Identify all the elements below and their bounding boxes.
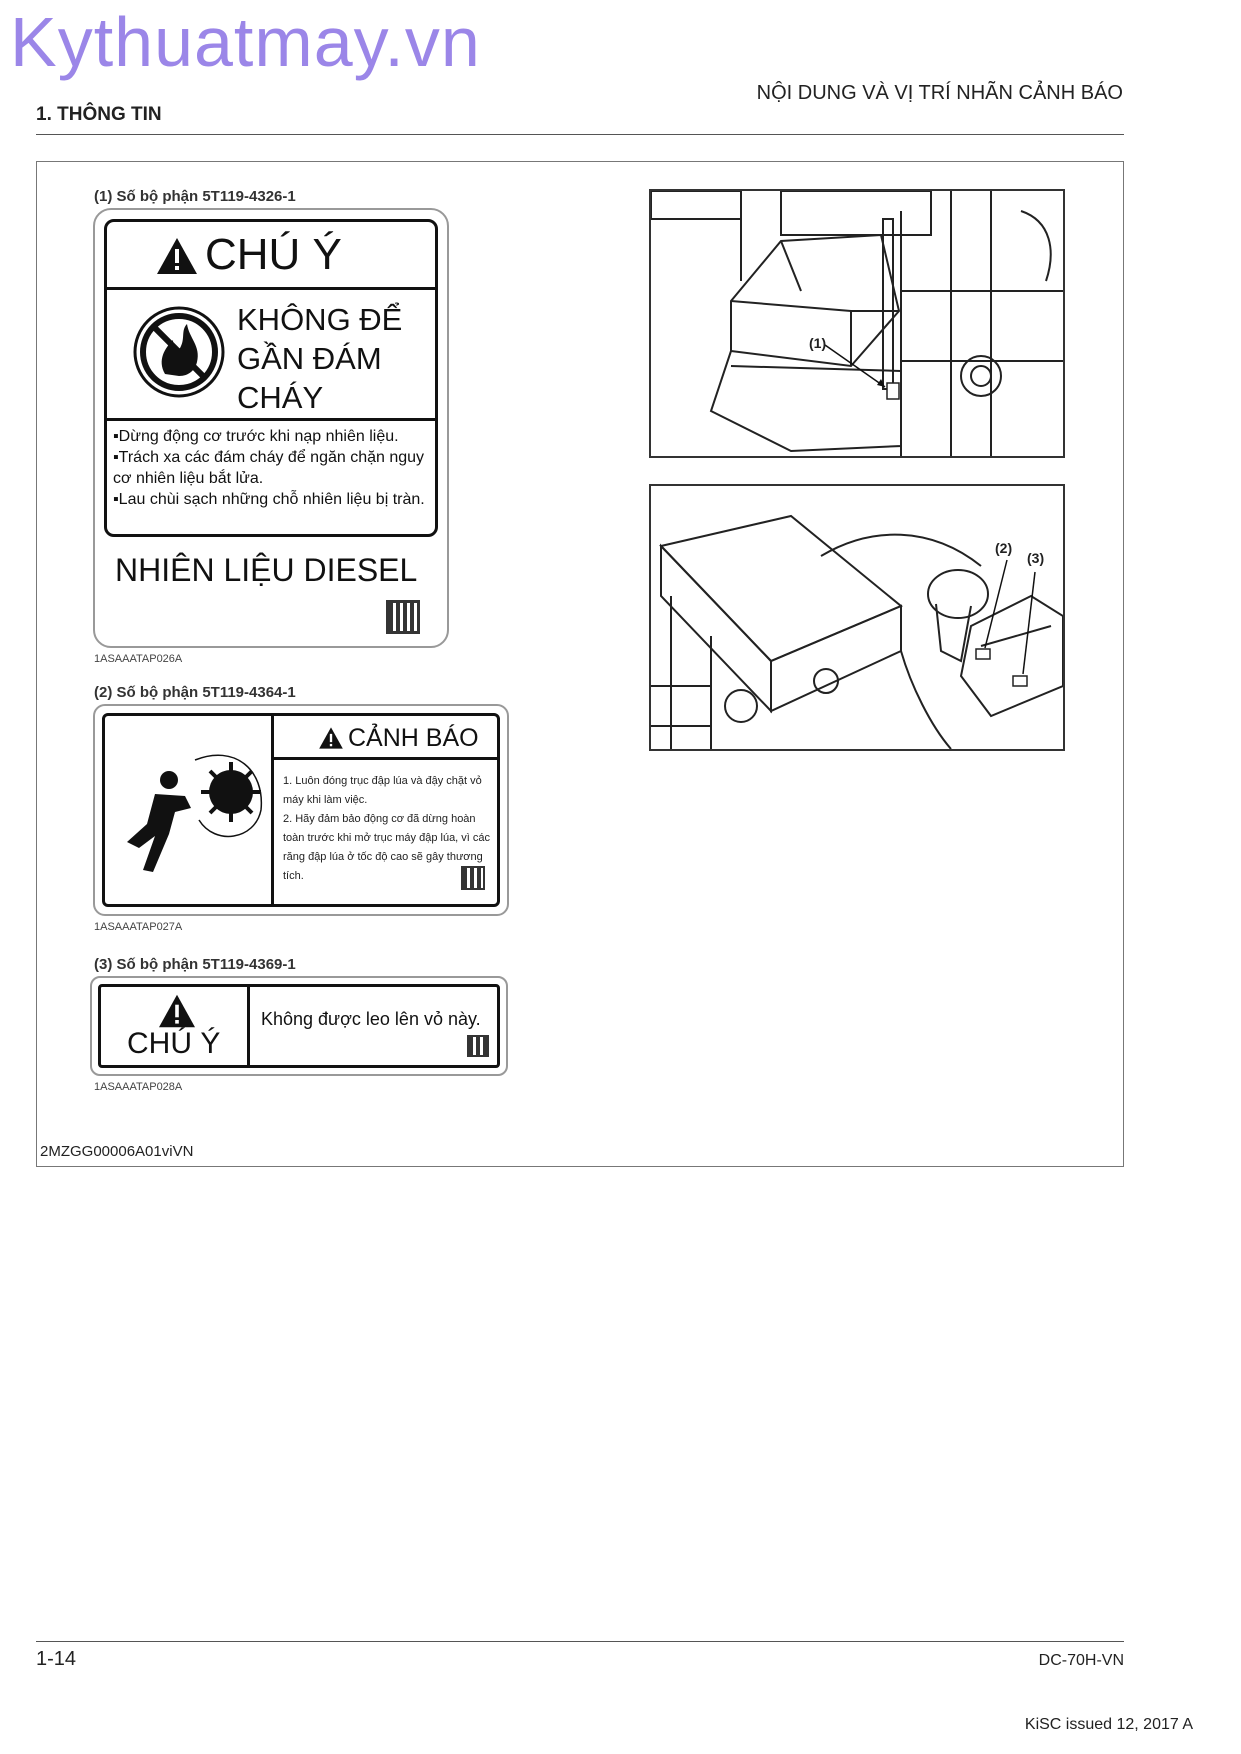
machine-illustration-bottom [649, 484, 1065, 751]
label-1-fuel: NHIÊN LIỆU DIESEL [115, 552, 418, 588]
photo-top-callout: (1) [809, 335, 827, 351]
photo-bottom-callout-2: (2) [995, 540, 1013, 556]
photo-bottom-callout-3: (3) [1027, 550, 1045, 566]
no-open-flame-icon [131, 304, 227, 400]
warning-triangle-icon [155, 236, 199, 276]
label-3-heading: CHÚ Ý [127, 1027, 221, 1060]
warning-triangle-icon [318, 726, 344, 750]
qr-code-icon [461, 866, 485, 890]
label-1-big-line-2: GẦN ĐÁM [237, 341, 382, 376]
label-3-inner [98, 984, 500, 1068]
label-2-heading-band [274, 716, 497, 760]
label-1-heading-band [107, 222, 435, 290]
figure-id: 2MZGG00006A01viVN [40, 1143, 194, 1160]
threshing-cover-illustration [651, 486, 1063, 749]
label-1-code: 1ASAAATAP026A [94, 653, 183, 665]
label-1-big-text [237, 300, 402, 417]
label-3-divider [247, 987, 250, 1065]
label-1-divider [107, 418, 435, 421]
label-2-code: 1ASAAATAP027A [94, 921, 183, 933]
label-2-inner [102, 713, 500, 907]
watermark: Kythuatmay.vn [10, 3, 481, 81]
section-title: 1. THÔNG TIN [36, 104, 162, 125]
label-2-item-1: 1. Luôn đóng trục đập lúa và đậy chặt vỏ máy khi làm việc. [283, 775, 482, 806]
label-1-big-line-1: KHÔNG ĐỂ [237, 302, 403, 337]
label-2-heading: CẢNH BÁO [348, 724, 479, 752]
label-3 [90, 976, 508, 1076]
label-3-code: 1ASAAATAP028A [94, 1081, 183, 1093]
footer-rule [36, 1641, 1124, 1642]
label-2-caption: (2) Số bộ phận 5T119-4364-1 [94, 684, 296, 701]
header-title: NỘI DUNG VÀ VỊ TRÍ NHÃN CẢNH BÁO [756, 82, 1123, 104]
qr-code-icon [467, 1035, 489, 1057]
label-3-text: Không được leo lên vỏ này. [261, 1009, 481, 1029]
label-1-big-line-3: CHÁY [237, 380, 324, 415]
label-1-bullets [113, 426, 431, 510]
document-id: DC-70H-VN [1038, 1652, 1124, 1669]
fuel-tank-illustration [651, 191, 1063, 456]
page-number: 1-14 [36, 1648, 77, 1670]
label-1-bullet-2: ▪Trách xa các đám cháy để ngăn chặn nguy cơ nhiên liệu bắt lửa. [113, 449, 425, 487]
warning-triangle-icon [157, 993, 197, 1029]
label-3-caption: (3) Số bộ phận 5T119-4369-1 [94, 956, 296, 973]
label-2-item-2: 2. Hãy đảm bảo động cơ đã dừng hoàn toàn trước khi mở trục máy đập lúa, vì các răng đập lúa ở tốc độ cao sẽ gây thương tích. [283, 813, 491, 882]
machine-illustration-top [649, 189, 1065, 458]
label-1-heading: CHÚ Ý [205, 230, 342, 279]
label-1-bullet-3: ▪Lau chùi sạch những chỗ nhiên liệu bị tràn. [113, 491, 425, 508]
label-1-caption: (1) Số bộ phận 5T119-4326-1 [94, 188, 296, 205]
entanglement-hazard-icon [115, 750, 265, 890]
label-1-bullet-1: ▪Dừng động cơ trước khi nạp nhiên liệu. [113, 428, 399, 445]
label-2 [93, 704, 509, 916]
label-1 [93, 208, 449, 648]
issued-note: KiSC issued 12, 2017 A [1024, 1716, 1193, 1733]
qr-code-icon [386, 600, 420, 634]
header-rule [36, 134, 1124, 135]
label-1-inner [104, 219, 438, 537]
